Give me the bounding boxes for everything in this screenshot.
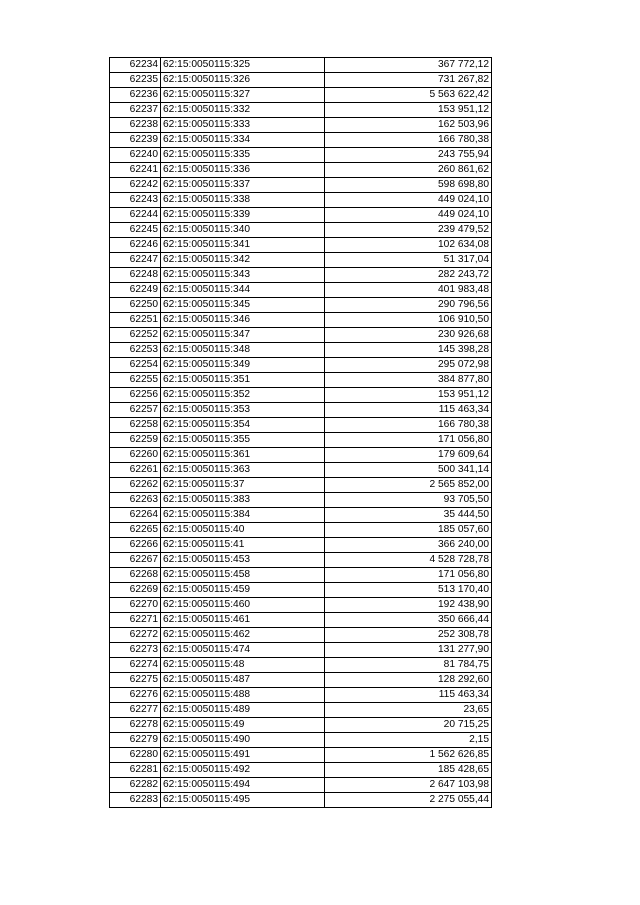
- row-number-cell: 62247: [110, 253, 161, 268]
- table-row: [110, 313, 492, 328]
- cadastral-number-cell: 62:15:0050115:352: [161, 388, 325, 403]
- table-row: [110, 598, 492, 613]
- row-number-cell: 62254: [110, 358, 161, 373]
- table-row: [110, 643, 492, 658]
- cadastral-number-cell: 62:15:0050115:48: [161, 658, 325, 673]
- cadastral-value-cell: 2 565 852,00: [325, 478, 492, 493]
- table-row: [110, 673, 492, 688]
- cadastral-value-cell: 115 463,34: [325, 688, 492, 703]
- row-number-cell: 62239: [110, 133, 161, 148]
- row-number-cell: 62236: [110, 88, 161, 103]
- document-sheet: [109, 57, 491, 808]
- cadastral-number-cell: 62:15:0050115:361: [161, 448, 325, 463]
- table-row: [110, 493, 492, 508]
- row-number-cell: 62267: [110, 553, 161, 568]
- table-row: [110, 253, 492, 268]
- row-number-cell: 62244: [110, 208, 161, 223]
- cadastral-number-cell: 62:15:0050115:347: [161, 328, 325, 343]
- table-row: [110, 268, 492, 283]
- cadastral-number-cell: 62:15:0050115:332: [161, 103, 325, 118]
- cadastral-number-cell: 62:15:0050115:335: [161, 148, 325, 163]
- row-number-cell: 62270: [110, 598, 161, 613]
- row-number-cell: 62259: [110, 433, 161, 448]
- table-row: [110, 748, 492, 763]
- cadastral-number-cell: 62:15:0050115:490: [161, 733, 325, 748]
- cadastral-value-cell: 2,15: [325, 733, 492, 748]
- row-number-cell: 62237: [110, 103, 161, 118]
- table-row: [110, 583, 492, 598]
- row-number-cell: 62253: [110, 343, 161, 358]
- table-row: [110, 433, 492, 448]
- cadastral-value-cell: 260 861,62: [325, 163, 492, 178]
- cadastral-value-cell: 731 267,82: [325, 73, 492, 88]
- table-row: [110, 688, 492, 703]
- table-row: [110, 508, 492, 523]
- row-number-cell: 62257: [110, 403, 161, 418]
- cadastral-number-cell: 62:15:0050115:327: [161, 88, 325, 103]
- cadastral-value-cell: 295 072,98: [325, 358, 492, 373]
- cadastral-value-cell: 513 170,40: [325, 583, 492, 598]
- cadastral-value-cell: 93 705,50: [325, 493, 492, 508]
- cadastral-number-cell: 62:15:0050115:325: [161, 58, 325, 73]
- row-number-cell: 62243: [110, 193, 161, 208]
- cadastral-number-cell: 62:15:0050115:339: [161, 208, 325, 223]
- cadastral-value-cell: 131 277,90: [325, 643, 492, 658]
- cadastral-value-cell: 128 292,60: [325, 673, 492, 688]
- cadastral-value-cell: 252 308,78: [325, 628, 492, 643]
- cadastral-number-cell: 62:15:0050115:336: [161, 163, 325, 178]
- cadastral-value-cell: 192 438,90: [325, 598, 492, 613]
- cadastral-value-cell: 102 634,08: [325, 238, 492, 253]
- row-number-cell: 62274: [110, 658, 161, 673]
- cadastral-value-cell: 51 317,04: [325, 253, 492, 268]
- row-number-cell: 62256: [110, 388, 161, 403]
- cadastral-value-cell: 4 528 728,78: [325, 553, 492, 568]
- table-row: [110, 658, 492, 673]
- table-row: [110, 208, 492, 223]
- cadastral-number-cell: 62:15:0050115:459: [161, 583, 325, 598]
- row-number-cell: 62255: [110, 373, 161, 388]
- cadastral-value-cell: 20 715,25: [325, 718, 492, 733]
- row-number-cell: 62245: [110, 223, 161, 238]
- table-row: [110, 463, 492, 478]
- cadastral-value-cell: 5 563 622,42: [325, 88, 492, 103]
- cadastral-value-cell: 282 243,72: [325, 268, 492, 283]
- table-row: [110, 478, 492, 493]
- row-number-cell: 62266: [110, 538, 161, 553]
- cadastral-value-cell: 166 780,38: [325, 418, 492, 433]
- table-row: [110, 223, 492, 238]
- cadastral-value-cell: 598 698,80: [325, 178, 492, 193]
- cadastral-number-cell: 62:15:0050115:487: [161, 673, 325, 688]
- table-row: [110, 733, 492, 748]
- row-number-cell: 62258: [110, 418, 161, 433]
- cadastral-number-cell: 62:15:0050115:383: [161, 493, 325, 508]
- row-number-cell: 62277: [110, 703, 161, 718]
- row-number-cell: 62248: [110, 268, 161, 283]
- row-number-cell: 62273: [110, 643, 161, 658]
- cadastral-number-cell: 62:15:0050115:453: [161, 553, 325, 568]
- cadastral-number-cell: 62:15:0050115:494: [161, 778, 325, 793]
- table-row: [110, 148, 492, 163]
- cadastral-value-table: [109, 57, 492, 808]
- cadastral-value-cell: 366 240,00: [325, 538, 492, 553]
- table-row: [110, 283, 492, 298]
- cadastral-value-cell: 449 024,10: [325, 193, 492, 208]
- table-row: [110, 553, 492, 568]
- table-row: [110, 103, 492, 118]
- row-number-cell: 62251: [110, 313, 161, 328]
- cadastral-number-cell: 62:15:0050115:462: [161, 628, 325, 643]
- row-number-cell: 62238: [110, 118, 161, 133]
- table-row: [110, 298, 492, 313]
- cadastral-number-cell: 62:15:0050115:488: [161, 688, 325, 703]
- table-row: [110, 793, 492, 808]
- cadastral-value-cell: 81 784,75: [325, 658, 492, 673]
- table-row: [110, 58, 492, 73]
- cadastral-number-cell: 62:15:0050115:340: [161, 223, 325, 238]
- table-row: [110, 388, 492, 403]
- row-number-cell: 62281: [110, 763, 161, 778]
- cadastral-number-cell: 62:15:0050115:333: [161, 118, 325, 133]
- cadastral-value-cell: 367 772,12: [325, 58, 492, 73]
- cadastral-number-cell: 62:15:0050115:346: [161, 313, 325, 328]
- cadastral-number-cell: 62:15:0050115:37: [161, 478, 325, 493]
- row-number-cell: 62261: [110, 463, 161, 478]
- cadastral-value-cell: 350 666,44: [325, 613, 492, 628]
- row-number-cell: 62263: [110, 493, 161, 508]
- table-row: [110, 418, 492, 433]
- cadastral-number-cell: 62:15:0050115:489: [161, 703, 325, 718]
- table-row: [110, 523, 492, 538]
- cadastral-number-cell: 62:15:0050115:354: [161, 418, 325, 433]
- cadastral-value-cell: 2 275 055,44: [325, 793, 492, 808]
- row-number-cell: 62249: [110, 283, 161, 298]
- cadastral-value-cell: 166 780,38: [325, 133, 492, 148]
- cadastral-number-cell: 62:15:0050115:40: [161, 523, 325, 538]
- table-row: [110, 538, 492, 553]
- cadastral-value-cell: 500 341,14: [325, 463, 492, 478]
- cadastral-number-cell: 62:15:0050115:338: [161, 193, 325, 208]
- cadastral-number-cell: 62:15:0050115:460: [161, 598, 325, 613]
- table-row: [110, 133, 492, 148]
- row-number-cell: 62264: [110, 508, 161, 523]
- cadastral-number-cell: 62:15:0050115:353: [161, 403, 325, 418]
- row-number-cell: 62265: [110, 523, 161, 538]
- row-number-cell: 62246: [110, 238, 161, 253]
- cadastral-number-cell: 62:15:0050115:458: [161, 568, 325, 583]
- row-number-cell: 62268: [110, 568, 161, 583]
- row-number-cell: 62269: [110, 583, 161, 598]
- table-row: [110, 763, 492, 778]
- row-number-cell: 62280: [110, 748, 161, 763]
- cadastral-number-cell: 62:15:0050115:384: [161, 508, 325, 523]
- cadastral-number-cell: 62:15:0050115:351: [161, 373, 325, 388]
- row-number-cell: 62276: [110, 688, 161, 703]
- row-number-cell: 62252: [110, 328, 161, 343]
- cadastral-value-cell: 106 910,50: [325, 313, 492, 328]
- cadastral-value-cell: 2 647 103,98: [325, 778, 492, 793]
- row-number-cell: 62235: [110, 73, 161, 88]
- table-row: [110, 718, 492, 733]
- row-number-cell: 62234: [110, 58, 161, 73]
- cadastral-value-cell: 145 398,28: [325, 343, 492, 358]
- row-number-cell: 62282: [110, 778, 161, 793]
- table-row: [110, 628, 492, 643]
- cadastral-number-cell: 62:15:0050115:334: [161, 133, 325, 148]
- cadastral-value-cell: 162 503,96: [325, 118, 492, 133]
- cadastral-number-cell: 62:15:0050115:461: [161, 613, 325, 628]
- cadastral-number-cell: 62:15:0050115:344: [161, 283, 325, 298]
- cadastral-value-cell: 230 926,68: [325, 328, 492, 343]
- cadastral-number-cell: 62:15:0050115:342: [161, 253, 325, 268]
- table-row: [110, 178, 492, 193]
- row-number-cell: 62278: [110, 718, 161, 733]
- cadastral-value-cell: 23,65: [325, 703, 492, 718]
- row-number-cell: 62241: [110, 163, 161, 178]
- cadastral-number-cell: 62:15:0050115:41: [161, 538, 325, 553]
- row-number-cell: 62279: [110, 733, 161, 748]
- cadastral-number-cell: 62:15:0050115:363: [161, 463, 325, 478]
- table-row: [110, 73, 492, 88]
- row-number-cell: 62260: [110, 448, 161, 463]
- cadastral-value-cell: 239 479,52: [325, 223, 492, 238]
- row-number-cell: 62250: [110, 298, 161, 313]
- cadastral-value-cell: 384 877,80: [325, 373, 492, 388]
- cadastral-number-cell: 62:15:0050115:326: [161, 73, 325, 88]
- cadastral-value-cell: 401 983,48: [325, 283, 492, 298]
- table-body: [110, 58, 492, 808]
- table-row: [110, 448, 492, 463]
- cadastral-value-cell: 179 609,64: [325, 448, 492, 463]
- row-number-cell: 62242: [110, 178, 161, 193]
- table-row: [110, 778, 492, 793]
- cadastral-number-cell: 62:15:0050115:355: [161, 433, 325, 448]
- row-number-cell: 62283: [110, 793, 161, 808]
- row-number-cell: 62262: [110, 478, 161, 493]
- row-number-cell: 62271: [110, 613, 161, 628]
- cadastral-value-cell: 153 951,12: [325, 388, 492, 403]
- cadastral-number-cell: 62:15:0050115:341: [161, 238, 325, 253]
- table-row: [110, 568, 492, 583]
- cadastral-value-cell: 185 057,60: [325, 523, 492, 538]
- table-row: [110, 163, 492, 178]
- cadastral-value-cell: 185 428,65: [325, 763, 492, 778]
- cadastral-value-cell: 290 796,56: [325, 298, 492, 313]
- cadastral-value-cell: 243 755,94: [325, 148, 492, 163]
- cadastral-number-cell: 62:15:0050115:49: [161, 718, 325, 733]
- cadastral-number-cell: 62:15:0050115:343: [161, 268, 325, 283]
- table-row: [110, 238, 492, 253]
- table-row: [110, 703, 492, 718]
- cadastral-number-cell: 62:15:0050115:474: [161, 643, 325, 658]
- table-row: [110, 328, 492, 343]
- row-number-cell: 62272: [110, 628, 161, 643]
- cadastral-number-cell: 62:15:0050115:337: [161, 178, 325, 193]
- table-row: [110, 88, 492, 103]
- cadastral-number-cell: 62:15:0050115:345: [161, 298, 325, 313]
- table-row: [110, 193, 492, 208]
- row-number-cell: 62240: [110, 148, 161, 163]
- cadastral-value-cell: 1 562 626,85: [325, 748, 492, 763]
- cadastral-number-cell: 62:15:0050115:349: [161, 358, 325, 373]
- cadastral-value-cell: 35 444,50: [325, 508, 492, 523]
- cadastral-number-cell: 62:15:0050115:492: [161, 763, 325, 778]
- cadastral-number-cell: 62:15:0050115:348: [161, 343, 325, 358]
- cadastral-value-cell: 153 951,12: [325, 103, 492, 118]
- table-row: [110, 613, 492, 628]
- cadastral-value-cell: 171 056,80: [325, 568, 492, 583]
- table-row: [110, 403, 492, 418]
- row-number-cell: 62275: [110, 673, 161, 688]
- cadastral-value-cell: 115 463,34: [325, 403, 492, 418]
- cadastral-number-cell: 62:15:0050115:495: [161, 793, 325, 808]
- cadastral-number-cell: 62:15:0050115:491: [161, 748, 325, 763]
- cadastral-value-cell: 449 024,10: [325, 208, 492, 223]
- cadastral-value-cell: 171 056,80: [325, 433, 492, 448]
- table-row: [110, 343, 492, 358]
- table-row: [110, 358, 492, 373]
- table-row: [110, 118, 492, 133]
- table-row: [110, 373, 492, 388]
